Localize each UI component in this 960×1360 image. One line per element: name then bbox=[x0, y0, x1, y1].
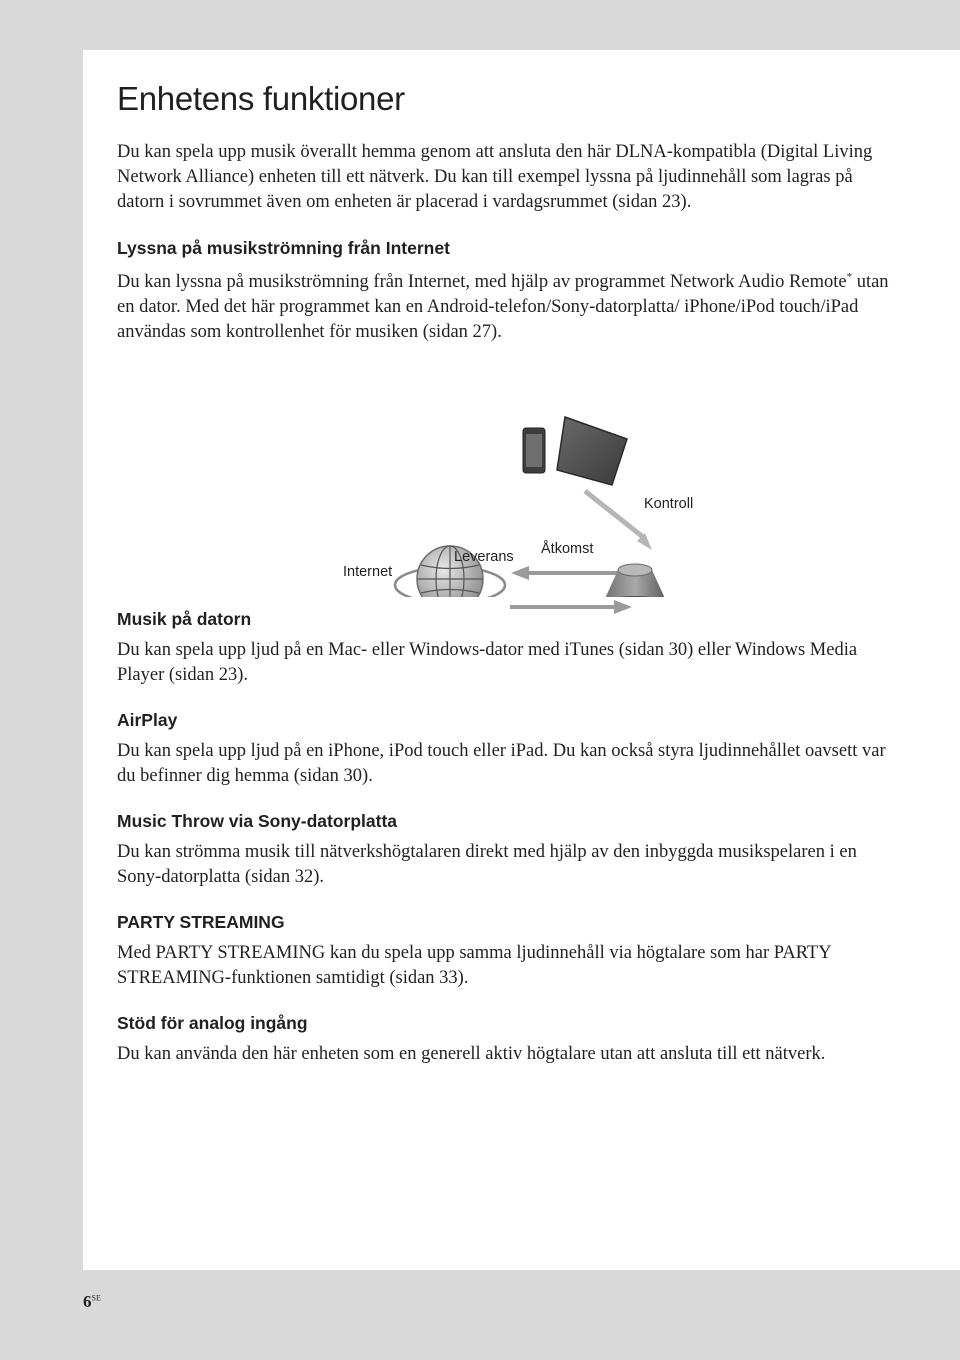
diagram-graphics-lower bbox=[315, 597, 675, 647]
globe-icon bbox=[395, 546, 505, 597]
tablet-icon bbox=[557, 417, 627, 485]
section-heading-internet-streaming: Lyssna på musikströmning från Internet bbox=[117, 238, 450, 258]
body-text: Du kan lyssna på musikströmning från Internet, med hjälp av programmet Network Audio Remote bbox=[117, 272, 847, 293]
section-heading-music-throw: Music Throw via Sony-datorplatta bbox=[117, 811, 398, 832]
label-internet: Internet bbox=[343, 564, 393, 580]
delivery-arrow bbox=[510, 600, 632, 614]
diagram-graphics bbox=[315, 367, 675, 597]
section-body-internet-streaming bbox=[117, 265, 897, 345]
label-delivery: Leverans bbox=[454, 549, 514, 565]
page-number bbox=[83, 1292, 101, 1312]
network-diagram-lower bbox=[315, 597, 675, 647]
footnote-mark: * bbox=[846, 271, 853, 283]
section-body-analog-input: Du kan använda den här enheten som en generell aktiv högtalare utan att ansluta till ett nätverk. bbox=[117, 1044, 826, 1065]
page-title: Enhetens funktioner bbox=[117, 80, 405, 117]
section-body-music-throw: Du kan strömma musik till nätverkshögtalaren direkt med hjälp av den inbyggda musikspelaren i en Sony-datorplatta (sidan 32). bbox=[117, 842, 857, 888]
page-number-value: 6 bbox=[83, 1292, 92, 1311]
section-heading-computer-music: Musik på datorn bbox=[117, 609, 252, 630]
section-heading-analog-input: Stöd för analog ingång bbox=[117, 1013, 308, 1034]
section-body-airplay: Du kan spela upp ljud på en iPhone, iPod touch eller iPad. Du kan också styra ljudinnehållet oavsett var du befinner dig hemma (sidan 30). bbox=[117, 741, 886, 787]
body-text: utan en dator. Med det här programmet kan en Android-telefon/Sony-datorplatta/ iPhone/iPod touch/iPad användas som kontrollenhet för musiken (sidan 27). bbox=[117, 272, 889, 343]
label-access: Åtkomst bbox=[541, 541, 594, 557]
page bbox=[83, 50, 960, 1270]
intro-paragraph: Du kan spela upp musik överallt hemma genom att ansluta den här DLNA-kompatibla (Digital Living Network Alliance) enheten till ett nätverk. Du kan till exempel lyssna på ljudinnehåll som lagras på datorn i sovrummet även om enheten är placerad i vardagsrummet (sidan 23). bbox=[117, 142, 873, 212]
page-number-suffix: SE bbox=[91, 1293, 101, 1303]
section-heading-party-streaming: PARTY STREAMING bbox=[117, 912, 285, 933]
phone-icon bbox=[523, 428, 545, 473]
network-diagram bbox=[315, 367, 694, 597]
section-body-party-streaming: Med PARTY STREAMING kan du spela upp samma ljudinnehåll via högtalare som har PARTY STREAMING-funktionen samtidigt (sidan 33). bbox=[117, 943, 831, 989]
speaker-icon bbox=[603, 564, 667, 597]
section-body-computer-music: Du kan spela upp ljud på en Mac- eller Windows-dator med iTunes (sidan 30) eller Windows Media Player (sidan 23). bbox=[117, 640, 858, 686]
section-heading-airplay: AirPlay bbox=[117, 710, 178, 731]
label-control: Kontroll bbox=[644, 496, 694, 512]
control-arrow bbox=[585, 491, 652, 550]
